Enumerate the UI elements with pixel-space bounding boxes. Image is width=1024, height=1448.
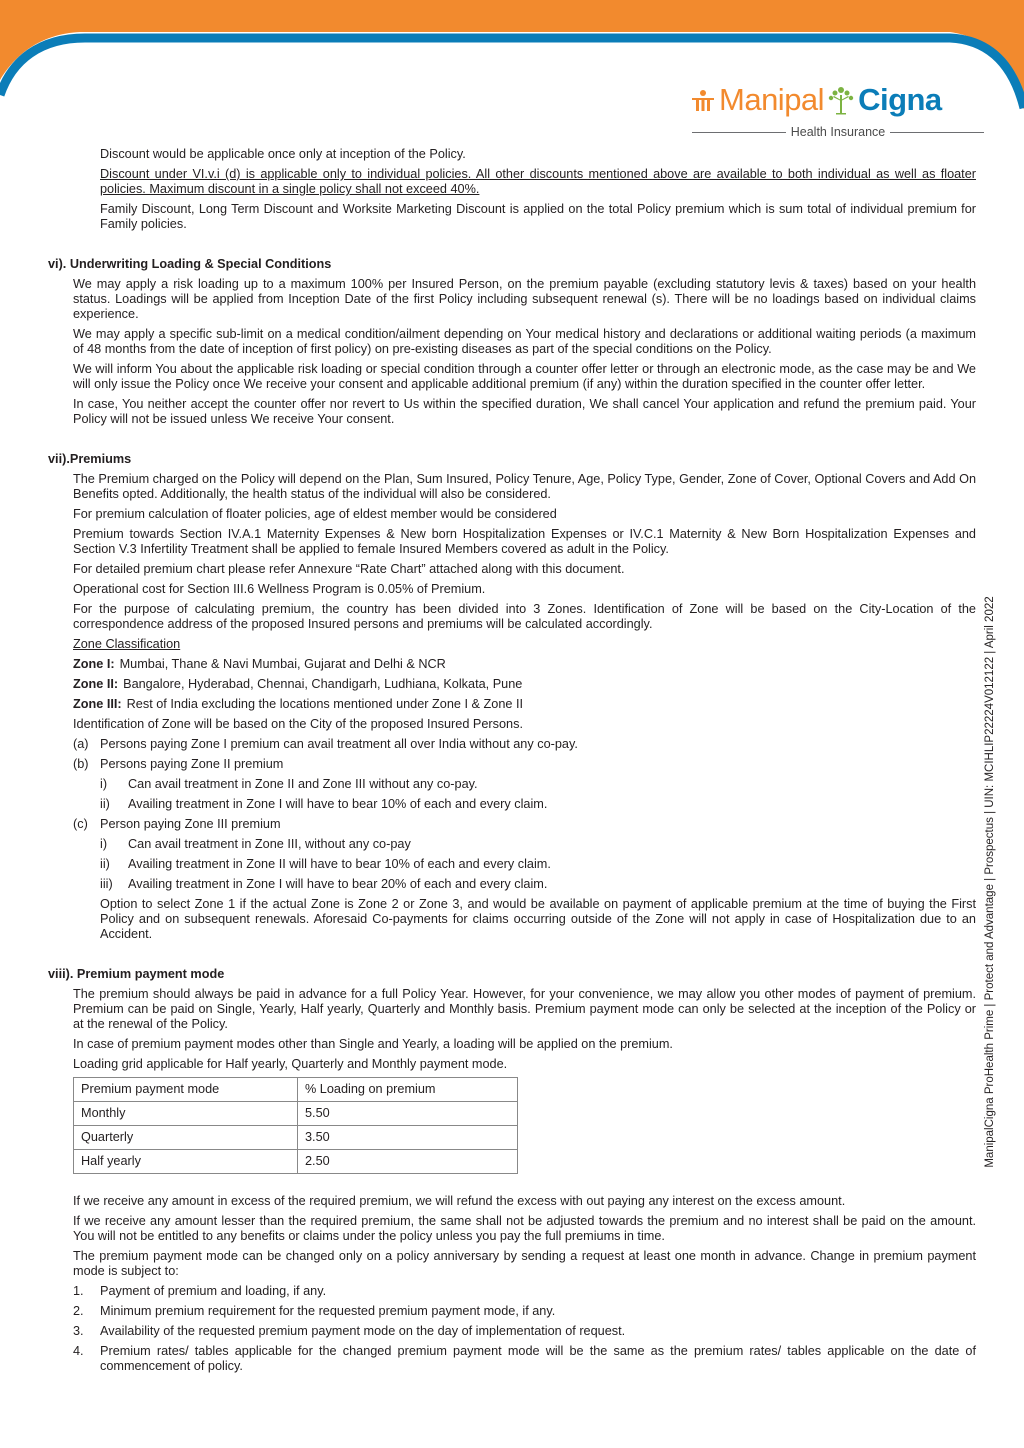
list-item [73,737,976,752]
table-cell: 3.50 [298,1126,518,1150]
zone-label: Zone II: [73,677,119,691]
intro-paragraph-2: Discount under VI.v.i (d) is applicable only to individual policies. All other discounts mentioned above are available to both individual as well as floater policies. Maximum discount in a single policy shall not exceed 40%. [100,167,976,196]
intro-paragraph-3: Family Discount, Long Term Discount and Worksite Marketing Discount is applied on the total Policy premium which is sum total of individual premium for Family policies. [100,202,976,231]
zone-item [73,657,976,672]
list-text: Persons paying Zone I premium can avail treatment all over India without any co-pay. [100,737,578,751]
premiums-paragraph: Premium towards Section IV.A.1 Maternity Expenses & New born Hospitalization Expenses or IV.C.1 Maternity & New Born Hospitalization Expenses and Section V.3 Infertility Treatment shall be applied to female Insured Members covered as adult in the Policy. [73,527,976,556]
list-text: Person paying Zone III premium [100,817,281,831]
zone-option-note: Option to select Zone 1 if the actual Zone is Zone 2 or Zone 3, and would be available on payment of applicable premium at the time of buying the First Policy and on subsequent renewals. Aforesaid Co-payments for claims occurring outside of the Zone will not apply in case of Hospitalization due to an Accident. [100,897,976,941]
table-cell: Monthly [74,1102,298,1126]
zone-classification-title: Zone Classification [73,637,181,651]
table-cell: Half yearly [74,1150,298,1174]
payment-paragraph: Loading grid applicable for Half yearly, Quarterly and Monthly payment mode. [73,1057,508,1071]
document-body [48,147,976,1379]
list-label: 3. [73,1324,84,1338]
sub-list-label: i) [100,837,108,851]
list-text: Payment of premium and loading, if any. [100,1284,327,1298]
section-heading-payment-mode: viii). Premium payment mode [48,967,225,981]
logo-brand-cigna: Cigna [858,82,942,117]
intro-paragraph-1: Discount would be applicable once only at inception of the Policy. [100,147,466,161]
logo-subtitle-row [692,125,984,139]
list-label: (b) [73,757,89,771]
logo-rule-right [890,132,984,133]
zone-note: Identification of Zone will be based on the City of the proposed Insured Persons. [73,717,523,731]
list-label: 1. [73,1284,84,1298]
underwriting-paragraph: In case, You neither accept the counter offer nor revert to Us within the specified duration, We shall cancel Your application and refund the premium paid. Your Policy will not be issued unless We receive Your consent. [73,397,976,426]
payment-paragraph: The premium should always be paid in advance for a full Policy Year. However, for your convenience, we may allow you other modes of payment of premium. Premium can be paid on Single, Yearly, Half yearly, Quarterly and Monthly basis. Premium payment mode can only be selected at the inception of the Policy or at the renewal of the Policy. [73,987,976,1031]
sub-list-text: Availing treatment in Zone I will have to bear 20% of each and every claim. [128,877,548,891]
zone-text: Bangalore, Hyderabad, Chennai, Chandigarh, Ludhiana, Kolkata, Pune [123,677,523,691]
logo-subtitle: Health Insurance [790,125,886,139]
zone-item [73,697,976,712]
sub-list-label: ii) [100,857,110,871]
table-cell: 2.50 [298,1150,518,1174]
zone-label: Zone I: [73,657,115,671]
payment-paragraph: The premium payment mode can be changed only on a policy anniversary by sending a request at least one month in advance. Change in premium payment mode is subject to: [73,1249,976,1278]
list-text: Minimum premium requirement for the requested premium payment mode, if any. [100,1304,556,1318]
list-item [73,1284,976,1299]
premiums-paragraph: For the purpose of calculating premium, the country has been divided into 3 Zones. Identification of Zone will be based on the City-Location of the correspondence address of the proposed Insured persons and premiums will be calculated accordingly. [73,602,976,631]
list-item [73,757,976,772]
sub-list-item [100,857,976,872]
table-row [74,1102,518,1126]
table-cell: 5.50 [298,1102,518,1126]
list-item [73,817,976,832]
company-logo [690,80,990,144]
zone-text: Mumbai, Thane & Navi Mumbai, Gujarat and Delhi & NCR [119,657,446,671]
sub-list-item [100,877,976,892]
premiums-paragraph: For premium calculation of floater policies, age of eldest member would be considered [73,507,557,521]
logo-brand-manipal: Manipal [719,82,825,117]
underwriting-paragraph: We will inform You about the applicable risk loading or special condition through a counter offer letter or through an electronic mode, as the case may be and We will only issue the Policy once We receive your consent and applicable additional premium (if any) within the duration specified in the counter offer letter. [73,362,976,391]
premiums-paragraph: Operational cost for Section III.6 Wellness Program is 0.05% of Premium. [73,582,486,596]
list-label: 2. [73,1304,84,1318]
sub-list-text: Can avail treatment in Zone II and Zone III without any co-pay. [128,777,478,791]
list-item [73,1344,976,1374]
table-header-cell: Premium payment mode [74,1078,298,1102]
zone-label: Zone III: [73,697,122,711]
underwriting-paragraph: We may apply a specific sub-limit on a medical condition/ailment depending on Your medical history and declarations or additional waiting periods (a maximum of 48 months from the date of inception of first policy) on pre-existing diseases as part of the special conditions on the Policy. [73,327,976,356]
section-heading-premiums: vii).Premiums [48,452,132,466]
document-identifier-vertical: ManipalCigna ProHealth Prime | Protect and Advantage | Prospectus | UIN: MCIHLIP22224V012122 | April 2022 [984,596,996,1168]
cigna-tree-icon [826,83,856,117]
sub-list-text: Can avail treatment in Zone III, without any co-pay [128,837,411,851]
logo-rule-left [692,132,786,133]
payment-paragraph: In case of premium payment modes other than Single and Yearly, a loading will be applied on the premium. [73,1037,673,1051]
sub-list-item [100,837,976,852]
sub-list-item [100,777,976,792]
list-item [73,1324,976,1339]
zone-item [73,677,976,692]
list-text: Availability of the requested premium payment mode on the day of implementation of request. [100,1324,626,1338]
sub-list-text: Availing treatment in Zone II will have to bear 10% of each and every claim. [128,857,551,871]
premiums-paragraph: The Premium charged on the Policy will depend on the Plan, Sum Insured, Policy Tenure, Age, Policy Type, Gender, Zone of Cover, Optional Covers and Add On Benefits opted. Additionally, the health status of the individual will also be considered. [73,472,976,501]
list-label: (a) [73,737,89,751]
underwriting-paragraph: We may apply a risk loading up to a maximum 100% per Insured Person, on the premium payable (excluding statutory levis & taxes) based on your health status. Loadings will be applied from Inception Date of the first Policy including subsequent renewal (s). There will be no loadings based on individual claims experience. [73,277,976,321]
table-row [74,1126,518,1150]
sub-list-label: iii) [100,877,113,891]
list-item [73,1304,976,1319]
sub-list-label: ii) [100,797,110,811]
payment-paragraph: If we receive any amount lesser than the required premium, the same shall not be adjusted towards the premium and no interest shall be paid on the amount. You will not be entitled to any benefits or claims under the policy unless you pay the full premiums in time. [73,1214,976,1243]
sub-list-label: i) [100,777,108,791]
table-row [74,1150,518,1174]
sub-list-text: Availing treatment in Zone I will have to bear 10% of each and every claim. [128,797,548,811]
sub-list-item [100,797,976,812]
section-heading-underwriting: vi). Underwriting Loading & Special Conditions [48,257,332,271]
loading-grid-table [73,1077,518,1174]
list-text: Premium rates/ tables applicable for the changed premium payment mode will be the same as the premium rates/ tables applicable on the date of commencement of policy. [100,1344,976,1373]
table-header-cell: % Loading on premium [298,1078,518,1102]
table-cell: Quarterly [74,1126,298,1150]
payment-paragraph: If we receive any amount in excess of the required premium, we will refund the excess with out paying any interest on the excess amount. [73,1194,846,1208]
list-label: (c) [73,817,88,831]
manipal-mark-icon [690,87,716,113]
list-label: 4. [73,1344,84,1358]
premiums-paragraph: For detailed premium chart please refer Annexure “Rate Chart” attached along with this document. [73,562,625,576]
zone-text: Rest of India excluding the locations mentioned under Zone I & Zone II [126,697,524,711]
table-header-row [74,1078,518,1102]
list-text: Persons paying Zone II premium [100,757,284,771]
